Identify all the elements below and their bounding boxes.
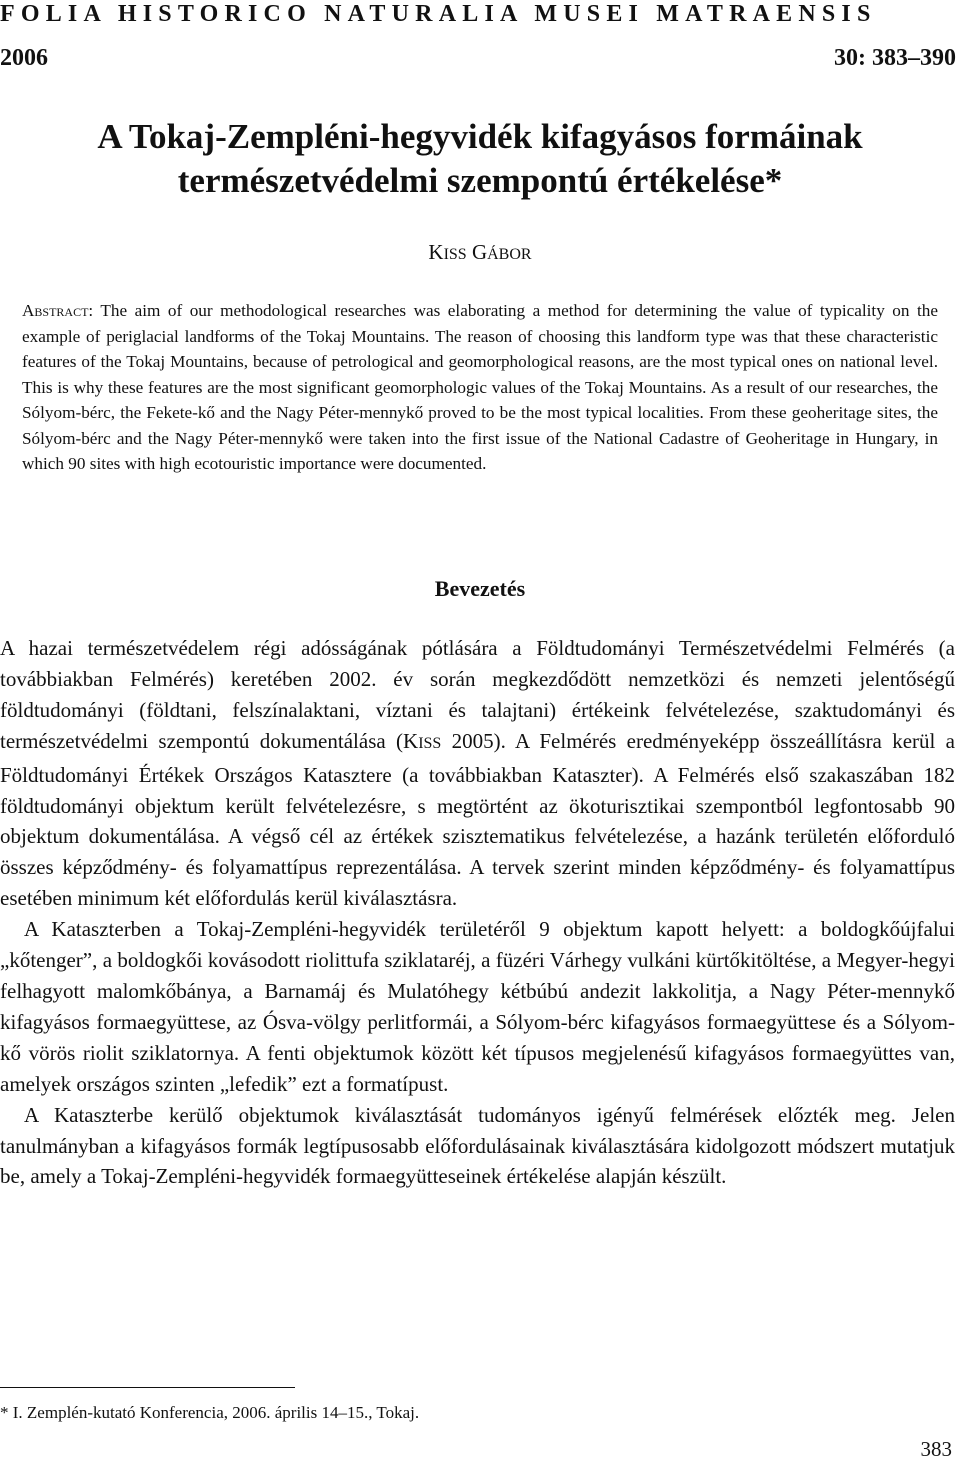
article-title: [0, 115, 960, 203]
author-rest-1: ISS: [443, 246, 467, 263]
publication-year: 2006: [0, 45, 48, 71]
author-initial-1: K: [428, 240, 444, 264]
abstract-text: The aim of our methodological researches was elaborating a method for determining the value of typicality on the example of periglacial landforms of the Tokaj Mountains. The reason of choosing this landform type was that these characteristic features of the Tokaj Mountains, because of petrological and geomorphological reasons, are the most typical ones on national level. This is why these features are the most significant geomorphologic values of the Tokaj Mountains. As a result of our researches, the Sólyom-bérc, the Fekete-kő and the Nagy Péter-mennykő proved to be the most typical localities. From these geoheritage sites, the Sólyom-bérc and the Nagy Péter-mennykő were taken into the first issue of the National Cadastre of Geoheritage in Hungary, in which 90 sites with high ecotouristic importance were documented.: [22, 301, 938, 473]
author-name: [0, 238, 960, 269]
article-title-line-2: természetvédelmi szempontú értékelése*: [177, 161, 783, 200]
paragraph-1: [0, 633, 955, 914]
author-initial-2: G: [471, 240, 488, 264]
citation-initial: K: [403, 728, 419, 753]
footnote-divider: [0, 1387, 295, 1388]
abstract: [22, 298, 938, 477]
abstract-label: Abstract:: [22, 301, 94, 320]
volume-pages: 30: 383–390: [834, 45, 956, 71]
body-text: [0, 633, 955, 1192]
paragraph-2: A Kataszterben a Tokaj-Zempléni-hegyvidék területéről 9 objektum kapott helyett: a boldogkőújfalui „kőtenger”, a boldogkői kovásodott riolittufa sziklataréj, a füzéri Várhegy vulkáni kürtőkitöltése, a Megyer-hegyi felhagyott malomkőbánya, a Barnamáj és Mulatóhegy kétbúbú andezit lakkolitja, a Nagy Péter-mennykő kifagyásos formaegyüttese, az Ósva-völgy perlitformái, a Sólyom-bérc kifagyásos formaegyüttese és a Sólyom-kő vörös riolit sziklatornya. A fenti objektumok között két típusos megjelenésű kifagyásos formaegyüttes van, amelyek országos szinten „lefedik” ezt a formatípust.: [0, 917, 955, 1096]
paragraph-3: A Kataszterbe kerülő objektumok kiválasztását tudományos igényű felmérések előzték meg. Jelen tanulmányban a kifagyásos formák legtípusosabb előfordulásainak kiválasztására kidolgozott módszert mutatjuk be, amely a Tokaj-Zempléni-hegyvidék formaegyütteseinek értékelése alapján készült.: [0, 1102, 955, 1189]
footnote: * I. Zemplén-kutató Konferencia, 2006. április 14–15., Tokaj.: [0, 1403, 420, 1422]
section-heading: Bevezetés: [434, 576, 526, 601]
paragraph-1-part-1: A hazai természetvédelem régi adósságának pótlására a Földtudományi Természetvédelmi Felmérés (a továbbiakban Felmérés) keretében 2002. év során megkezdődött nemzetközi és nemzeti jelentőségű földtudományi (földtani, felszínalaktani, víztani és talajtani) értékeink felvételezése, szaktudományi és természetvédelmi szempontú dokumentálása (: [0, 636, 955, 753]
page-number: 383: [920, 1437, 952, 1461]
journal-title: FOLIA HISTORICO NATURALIA MUSEI MATRAENSIS: [0, 1, 877, 27]
paragraph-1-part-2: 2005). A Felmérés eredményeképp összeállításra kerül a Földtudományi Értékek Országos Katasztere (a továbbiakban Kataszter). A Felmérés első szakaszában 182 földtudományi objektum került felvételezésre, s megtörtént az ökoturisztikai szempontból legfontosabb 90 objektum dokumentálása. A végső cél az értékek szisztematikus felvételezése, a hazánk területén előforduló összes képződmény- és folyamattípus reprezentálása. A tervek szerint minden képződmény- és folyamattípus esetében minimum két előfordulás kerül kiválasztásra.: [0, 728, 955, 911]
article-title-line-1: A Tokaj-Zempléni-hegyvidék kifagyásos formáinak: [97, 117, 863, 156]
author-rest-2: ÁBOR: [487, 246, 532, 263]
citation-rest: ISS: [418, 734, 442, 752]
